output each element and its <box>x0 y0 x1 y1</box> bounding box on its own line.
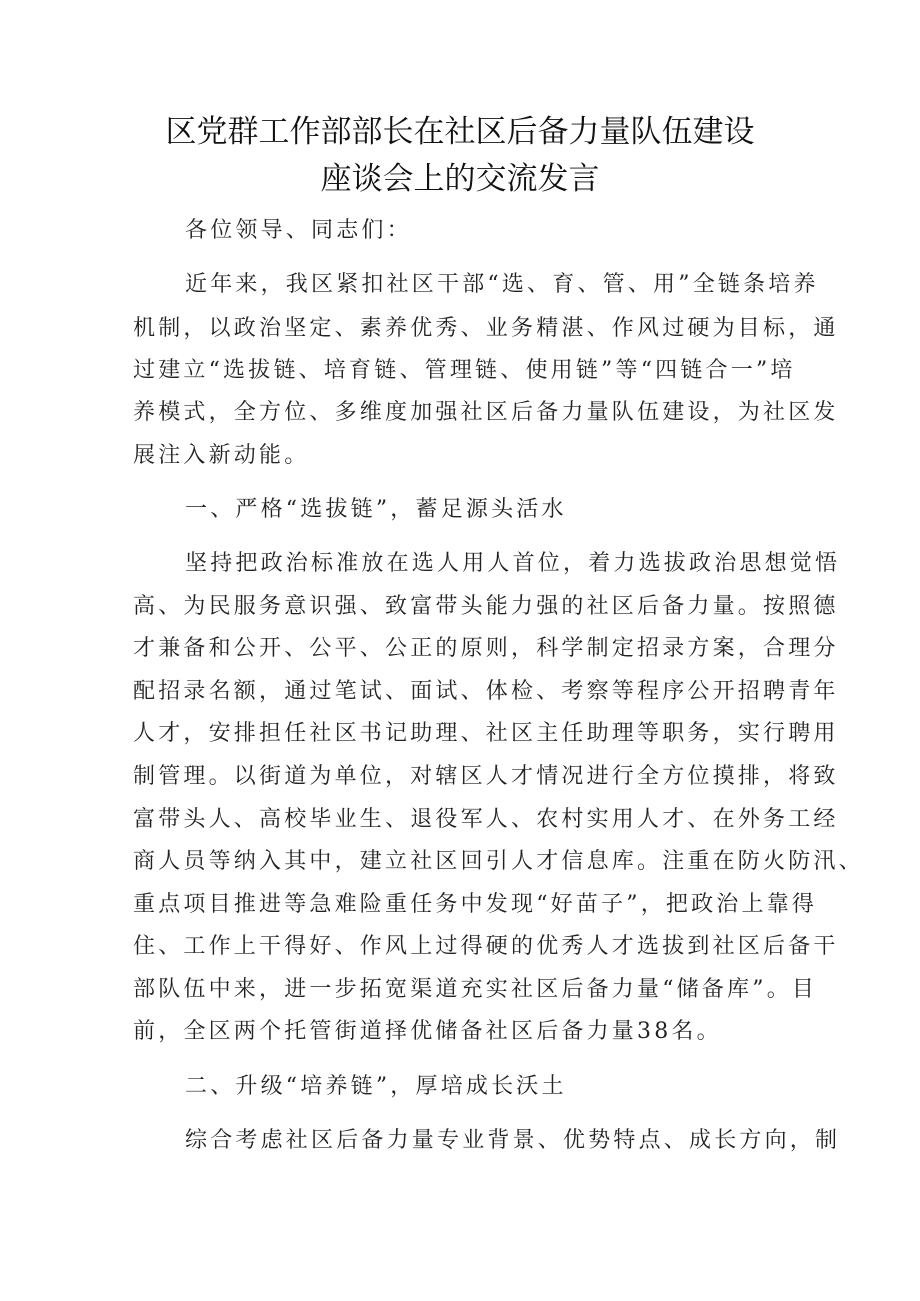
paragraph-line: 富带头人、高校毕业生、退役军人、农村实用人才、在外务工经 <box>133 807 839 832</box>
paragraph-line: 部队伍中来，进一步拓宽渠道充实社区后备力量“储备库”。目 <box>133 977 818 1002</box>
paragraph-line: 高、为民服务意识强、致富带头能力强的社区后备力量。按照德 <box>133 594 839 619</box>
salutation: 各位领导、同志们： <box>185 218 412 243</box>
paragraph-line: 展注入新动能。 <box>133 443 310 468</box>
section-heading: 二、升级“培养链”，厚培成长沃土 <box>185 1074 567 1099</box>
section-heading: 一、严格“选拔链”，蓄足源头活水 <box>185 497 567 522</box>
paragraph-line: 人才，安排担任社区书记助理、社区主任助理等职务，实行聘用 <box>133 721 839 746</box>
document-title-line-1: 区党群工作部部长在社区后备力量队伍建设 <box>165 114 755 150</box>
paragraph-line: 才兼备和公开、公平、公正的原则，科学制定招录方案，合理分 <box>133 636 839 661</box>
paragraph-line: 配招录名额，通过笔试、面试、体检、考察等程序公开招聘青年 <box>133 679 839 704</box>
paragraph-line: 前，全区两个托管街道择优储备社区后备力量38名。 <box>133 1019 722 1044</box>
paragraph-line: 坚持把政治标准放在选人用人首位，着力选拔政治思想觉悟 <box>185 551 841 576</box>
paragraph-line: 过建立“选拔链、培育链、管理链、使用链”等“四链合一”培 <box>133 358 796 383</box>
paragraph-line: 综合考虑社区后备力量专业背景、优势特点、成长方向，制 <box>185 1128 841 1153</box>
paragraph-line: 商人员等纳入其中，建立社区回引人才信息库。注重在防火防汛、 <box>133 849 864 874</box>
paragraph-line: 住、工作上干得好、作风上过得硬的优秀人才选拔到社区后备干 <box>133 934 839 959</box>
paragraph-line: 机制，以政治坚定、素养优秀、业务精湛、作风过硬为目标，通 <box>133 316 839 341</box>
paragraph-line: 重点项目推进等急难险重任务中发现“好苗子”，把政治上靠得 <box>133 892 818 917</box>
document-title-line-2: 座谈会上的交流发言 <box>320 161 600 197</box>
paragraph-line: 近年来，我区紧扣社区干部“选、育、管、用”全链条培养 <box>185 272 819 297</box>
paragraph-line: 制管理。以街道为单位，对辖区人才情况进行全方位摸排，将致 <box>133 764 839 789</box>
paragraph-line: 养模式，全方位、多维度加强社区后备力量队伍建设，为社区发 <box>133 400 839 425</box>
